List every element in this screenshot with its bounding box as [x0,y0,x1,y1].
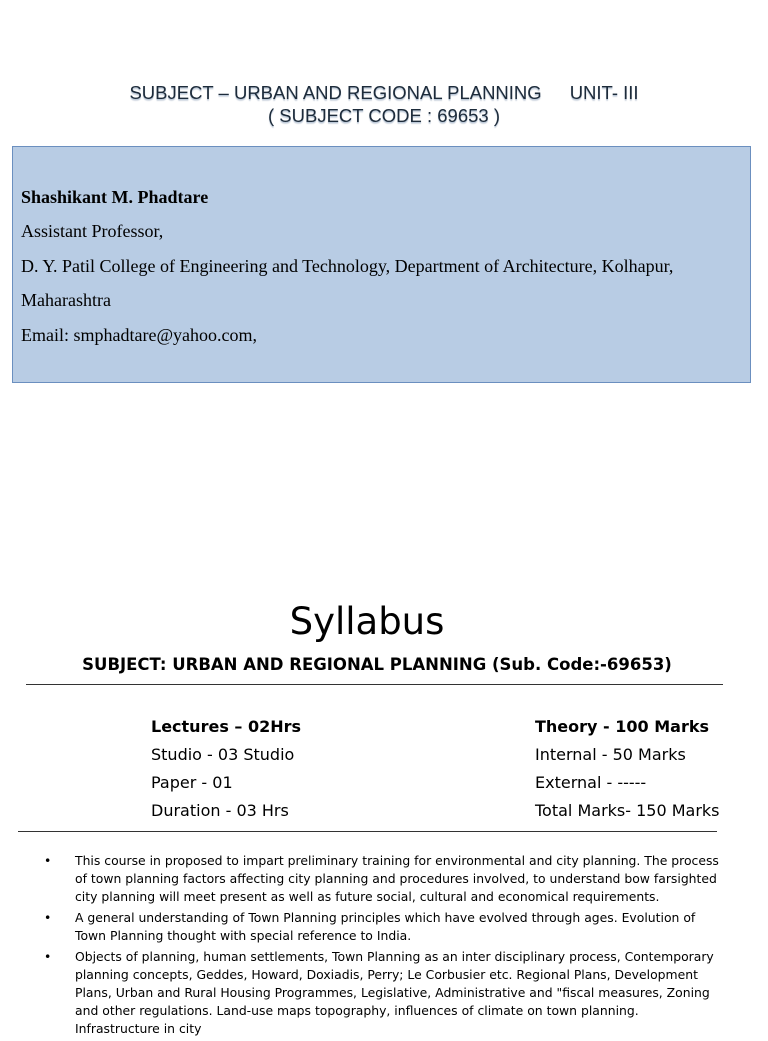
divider-bottom [18,831,717,832]
bullet-icon: • [44,949,52,964]
syllabus-title: Syllabus [289,600,445,643]
studio-hours: Studio - 03 Studio [151,745,295,764]
paper-count: Paper - 01 [151,773,233,792]
theory-marks: Theory - 100 Marks [535,717,709,736]
bullet-text: This course in proposed to impart preliminary training for environmental and city planning. The process of town planning factors affecting city planning and procedures involved, to understand bow farsighted city planning will meet present as well as future social, cultural and economical requirements. [75,853,719,904]
divider-top [26,684,723,685]
author-institution-state: Maharashtra [21,290,111,310]
total-marks: Total Marks- 150 Marks [535,801,720,820]
author-title: Assistant Professor, [21,221,164,241]
bullet-text: Objects of planning, human settlements, Town Planning as an inter disciplinary process, Contemporary planning concepts, Geddes, Howard, Doxiadis, Perry; Le Corbusier etc. Regional Plans, Development Plans, Urban and Rural Housing Programmes, Legislative, Administrative and "fiscal measures, Zoning and other regulations. Land-use maps topography, influences of climate on town planning. Infrastructure in city [75,949,714,1036]
internal-marks: Internal - 50 Marks [535,745,686,764]
author-name: Shashikant M. Phadtare [21,187,209,207]
author-info-box [12,146,751,383]
bullet-icon: • [44,910,52,925]
list-item [0,852,768,906]
external-marks: External - ----- [535,773,647,792]
author-institution: D. Y. Patil College of Engineering and Technology, Department of Architecture, Kolhapur, [21,256,674,276]
author-email: Email: smphadtare@yahoo.com, [21,325,258,345]
bullet-icon: • [44,853,52,868]
document-header-code: ( SUBJECT CODE : 69653 ) [267,105,500,126]
document-header-subject [0,82,768,104]
header-unit-text: UNIT- III [569,82,639,103]
marks-column [535,713,720,825]
exam-duration: Duration - 03 Hrs [151,801,289,820]
bullet-text: A general understanding of Town Planning principles which have evolved through ages. Evolution of Town Planning thought with special reference to India. [75,910,696,943]
list-item [0,909,768,945]
list-item [0,948,768,1038]
lectures-hours: Lectures – 02Hrs [151,717,302,736]
course-hours-column [151,713,301,825]
syllabus-subject-heading: SUBJECT: URBAN AND REGIONAL PLANNING (Sub. Code:-69653) [82,655,672,674]
syllabus-bullet-list [0,852,768,1041]
header-subject-text: SUBJECT – URBAN AND REGIONAL PLANNING [129,82,542,103]
